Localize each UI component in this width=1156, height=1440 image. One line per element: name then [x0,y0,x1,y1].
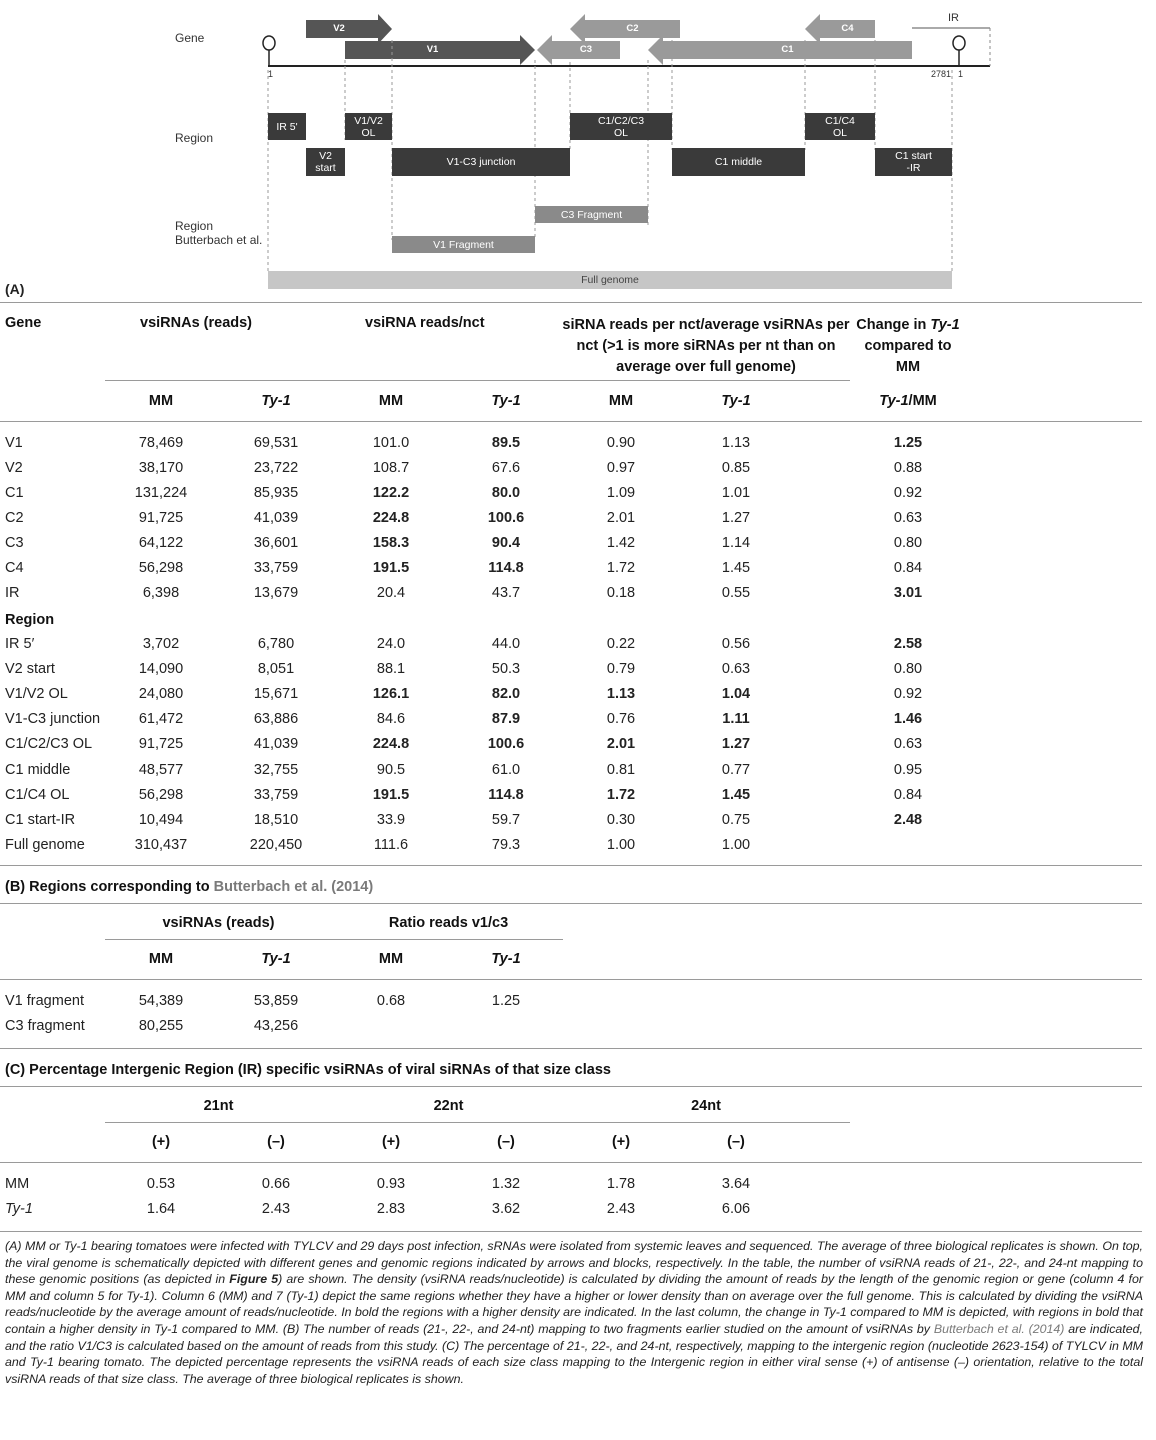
region-cell: 24.0 [376,636,406,652]
c-group-24nt: 24nt [691,1098,721,1114]
ir-label: IR [948,12,959,24]
size-class-cell: 0.53 [146,1176,176,1192]
region-cell: 44.0 [491,636,521,652]
region-row-label: Region [175,131,214,145]
col-header-change: Change in Ty-1 compared to MM [856,317,960,375]
gene-cell: 41,039 [253,510,299,526]
gene-row-label: V2 [5,460,23,476]
region-cell: 0.92 [893,686,923,703]
c-group-22nt: 22nt [433,1098,464,1114]
gene-cell: 1.01 [721,485,751,501]
gene-cell: 0.85 [721,460,751,476]
region-cell: 0.63 [721,661,751,678]
full-genome-bar: Full genome [268,271,952,289]
region-block-v2-start: V2 start [306,148,345,176]
region-cell: 0.75 [721,811,751,828]
gene-cell: 69,531 [253,435,299,451]
rule-head-bottom [0,421,1142,422]
gene-row-label: C2 [5,510,24,526]
region-cell: 0.77 [721,761,751,778]
gene-cell: 36,601 [253,535,299,551]
region-row-label: C1 start-IR [5,811,76,828]
gene-label-c4: C4 [841,23,854,34]
pos-end: 2781 [931,69,952,79]
region-cell: 111.6 [373,836,409,853]
gene-cell: 1.25 [893,435,923,451]
subhead-ty-2: Ty-1 [491,393,521,409]
c-sub-plus-1: (+) [151,1134,171,1150]
gene-cell: 3.01 [893,585,923,601]
size-class-cell: 1.64 [146,1201,176,1217]
region-section-label: Region [5,612,55,628]
size-class-cell: 1.32 [491,1176,521,1192]
pos-end-2: 1 [958,69,964,79]
region-cell: 8,051 [257,661,295,678]
gene-row-label: C4 [5,560,24,576]
size-class-cell: 6.06 [721,1201,751,1217]
gene-cell: 0.63 [893,510,923,526]
gene-cell: 114.8 [488,560,524,576]
region-row-label: C1/C4 OL [5,786,70,803]
region-cell: 0.56 [721,636,751,652]
region-cell: 1.00 [721,836,751,853]
subhead-mm-3: MM [608,393,634,409]
region-cell: 2.58 [893,636,923,652]
region-cell: 87.9 [491,711,521,728]
gene-cell: 0.90 [606,435,636,451]
region-cell: 0.30 [606,811,636,828]
region-block-v1c3-junction: V1-C3 junction [392,148,570,176]
region-cell: 310,437 [134,836,188,853]
size-class-cell: 2.43 [261,1201,291,1217]
col-header-gene: Gene [5,315,42,331]
table-c-title: (C) Percentage Intergenic Region (IR) specific vsiRNAs of viral siRNAs of that size class [5,1062,611,1078]
b-sub-ty-2: Ty-1 [491,951,521,967]
gene-cell: 0.97 [606,460,636,476]
rule-b-head-bottom [0,979,1142,980]
region-cell: 14,090 [138,661,184,678]
gene-cell: 33,759 [253,560,299,576]
gene-cell: 0.88 [893,460,923,476]
gene-cell: 191.5 [372,560,410,576]
region-cell: 59.7 [491,811,521,828]
b-header-reads: vsiRNAs (reads) [162,915,275,931]
gene-cell: 158.3 [372,535,410,551]
region-cell: 3,702 [142,636,180,652]
region-cell: 1.27 [721,736,751,753]
gene-cell: 122.2 [372,485,410,501]
rule-b-bottom [0,1048,1142,1049]
region-butterbach-label: Region Butterbach et al. [175,219,263,247]
region-cell: 126.1 [372,686,410,703]
gene-cell: 100.6 [487,510,525,526]
gene-cell: 0.18 [606,585,636,601]
region-cell: 6,780 [257,636,295,652]
region-cell: 0.84 [893,786,923,803]
gene-label-c1: C1 [781,44,794,55]
b-sub-ty-1: Ty-1 [261,951,291,967]
panel-a-label: (A) [5,281,25,297]
region-cell: 82.0 [491,686,521,703]
hairpin-icon [263,36,275,66]
region-cell: 32,755 [253,761,299,778]
region-cell: 1.04 [721,686,751,703]
region-cell: 61.0 [491,761,521,778]
region-cell: 1.11 [722,711,750,728]
size-class-cell: 1.78 [606,1176,636,1192]
region-block-c1-middle: C1 middle [672,148,805,176]
region-cell: 88.1 [376,661,406,678]
gene-cell: 0.84 [893,560,923,576]
region-cell: 33.9 [376,811,406,828]
fragment-cell: 80,255 [138,1018,184,1034]
region-cell: 100.6 [487,736,525,753]
gene-label-c2: C2 [626,23,639,34]
region-cell: 0.95 [893,761,923,778]
region-cell: 50.3 [491,661,521,678]
b-sub-mm-1: MM [148,951,174,967]
region-cell: 0.63 [893,736,923,753]
region-row-label: Full genome [5,836,85,853]
pos-start: 1 [268,69,274,79]
gene-cell: 23,722 [253,460,299,476]
fragment-row-label: C3 fragment [5,1018,85,1034]
region-cell: 191.5 [372,786,410,803]
c-sub-plus-2: (+) [381,1134,401,1150]
gene-cell: 131,224 [134,485,188,501]
gene-label-v1: V1 [426,44,439,55]
gene-row-label: Gene [175,31,205,45]
gene-cell: 91,725 [138,510,184,526]
region-cell: 91,725 [138,736,184,753]
region-cell: 0.80 [893,661,923,678]
region-block-c1start-ir: C1 start -IR [875,148,952,176]
region-cell: 63,886 [253,711,299,728]
region-cell: 2.01 [606,736,636,753]
subhead-ty-3: Ty-1 [721,393,751,409]
gene-cell: 20.4 [376,585,406,601]
region-cell: 1.72 [606,786,636,803]
rule-c-subhead [105,1122,850,1123]
gene-cell: 67.6 [491,460,521,476]
region-cell: 114.8 [488,786,524,803]
region-row-label: V1-C3 junction [5,711,101,728]
subhead-mm-1: MM [148,393,174,409]
size-class-cell: 2.43 [606,1201,636,1217]
region-cell: 10,494 [138,811,184,828]
gene-row-label: IR [5,585,20,601]
gene-cell: 38,170 [138,460,184,476]
rule-c-bottom [0,1231,1142,1232]
region-cell: 220,450 [249,836,303,853]
gene-cell: 1.14 [721,535,751,551]
size-class-cell: 0.93 [376,1176,406,1192]
gene-cell: 43.7 [491,585,521,601]
gene-cell: 64,122 [138,535,184,551]
gene-cell: 224.8 [372,510,410,526]
gene-label-c3: C3 [579,44,593,55]
region-cell: 24,080 [138,686,184,703]
fragment-cell: 1.25 [491,993,521,1009]
c-group-21nt: 21nt [203,1098,234,1114]
gene-cell: 1.13 [721,435,751,451]
figure-caption: (A) MM or Ty-1 bearing tomatoes were infected with TYLCV and 29 days post infection, sRNAs were isolated from systemic leaves and sequenced. The average of three biological replicates is shown. On top, the viral genome is schematically depicted with different genes and genomic regions indicated by arrows and blocks, respectively. In the table, the number of vsiRNA reads of 21-, 22-, and 24-nt mapping to these genomic positions (as depicted in Figure 5) are shown. The density (vsiRNA reads/nucleotide) is calculated by dividing the amount of reads by the length of the genomic region or gene (column 4 for MM and column 5 for Ty-1). Column 6 (MM) and 7 (Ty-1) depict the same regions whether they have a higher or lower density than on average over the full genome. This is calculated by dividing the vsiRNA reads/nucleotide by the average amount of reads/nucleotide. In bold the regions with a higher density are indicated. In the last column, the change in Ty-1 compared to MM is depicted, with regions in bold that contain a higher density in Ty-1 compared to MM. (B) The number of reads (21-, 22-, and 24-nt) mapping to two fragments earlier studied on the amount of vsiRNAs by Butterbach et al. (2014) are indicated, and the ratio V1/C3 is calculated based on the amount of reads from this study. (C) The percentage of 21-, 22-, and 24-nt, respectively, mapping to the intergenic region (nucleotide 2623-154) of TYLCV in MM and Ty-1 bearing tomato. The depicted percentage represents the vsiRNA reads of each size class mapping to the Intergenic region in either viral sense (+) of antisense (–) orientation, relative to the total vsiRNA reads of that size class. The average of three biological replicates is shown. [5,1239,1143,1386]
fragment-cell: 53,859 [253,993,299,1009]
region-cell: 1.45 [721,786,751,803]
gene-cell: 89.5 [491,435,521,451]
gene-cell: 1.27 [721,510,751,526]
rule-subhead [105,380,850,381]
size-class-row-label: MM [5,1176,30,1192]
gene-cell: 1.09 [606,485,636,501]
region-cell: 1.00 [606,836,636,853]
rule-a-bottom [0,865,1142,866]
rule-top [0,302,1142,303]
rule-c-head-bottom [0,1162,1142,1163]
region-cell: 79.3 [491,836,521,853]
size-class-row-label: Ty-1 [5,1201,33,1217]
region-cell: 0.76 [606,711,636,728]
gene-cell: 0.80 [893,535,923,551]
rule-b-top [0,903,1142,904]
gene-cell: 101.0 [372,435,410,451]
region-cell: 18,510 [253,811,299,828]
subhead-ty-1: Ty-1 [261,393,291,409]
region-cell: 33,759 [253,786,299,803]
region-block-c1c2c3-ol: C1/C2/C3 OL [570,113,672,140]
region-row-label: IR 5′ [5,636,35,652]
hairpin-icon [953,36,965,66]
col-header-reads: vsiRNAs (reads) [140,315,253,331]
region-cell: 15,671 [253,686,299,703]
gene-cell: 0.92 [893,485,923,501]
region-cell: 0.22 [606,636,636,652]
region-block-v1v2-ol: V1/V2 OL [345,113,392,140]
gene-row-label: C3 [5,535,24,551]
gene-cell: 85,935 [253,485,299,501]
b-sub-mm-2: MM [378,951,404,967]
b-header-ratio: Ratio reads v1/c3 [388,915,509,931]
size-class-cell: 3.64 [721,1176,751,1192]
rule-c-top [0,1086,1142,1087]
region-cell: 0.79 [606,661,636,678]
gene-cell: 78,469 [138,435,184,451]
butterbach-v1-fragment: V1 Fragment [392,236,535,253]
subhead-mm-2: MM [378,393,404,409]
fragment-cell: 43,256 [253,1018,299,1034]
region-cell: 1.46 [893,711,923,728]
col-header-per-nct: vsiRNA reads/nct [365,315,485,331]
gene-cell: 0.55 [721,585,751,601]
gene-cell: 56,298 [138,560,184,576]
size-class-cell: 2.83 [376,1201,406,1217]
fragment-cell: 54,389 [138,993,184,1009]
gene-row-label: C1 [5,485,24,501]
region-row-label: C1/C2/C3 OL [5,736,93,753]
butterbach-c3-fragment: C3 Fragment [535,206,648,223]
region-block-ir5: IR 5' [268,113,306,140]
region-cell: 48,577 [138,761,184,778]
region-cell: 41,039 [253,736,299,753]
c-sub-plus-3: (+) [611,1134,631,1150]
size-class-cell: 0.66 [261,1176,291,1192]
region-row-label: V2 start [5,661,55,678]
region-cell: 90.5 [376,761,406,778]
region-block-c1c4-ol: C1/C4 OL [805,113,875,140]
c-sub-minus-1: (–) [267,1134,285,1150]
col-header-avg: siRNA reads per nct/average vsiRNAs per nct (>1 is more siRNAs per nt than on average over full genome) [562,317,850,375]
gene-row-label: V1 [5,435,23,451]
guide-lines [268,40,952,272]
gene-cell: 13,679 [253,585,299,601]
size-class-cell: 3.62 [491,1201,521,1217]
region-cell: 1.13 [606,686,636,703]
region-cell: 2.48 [893,811,923,828]
c-sub-minus-2: (–) [497,1134,515,1150]
gene-label-v2: V2 [333,23,345,34]
rule-b-subhead [105,939,563,940]
region-row-label: V1/V2 OL [5,686,68,703]
fragment-row-label: V1 fragment [5,993,84,1009]
region-cell: 61,472 [138,711,184,728]
gene-cell: 2.01 [606,510,636,526]
gene-cell: 6,398 [142,585,180,601]
gene-cell: 1.72 [606,560,636,576]
gene-cell: 108.7 [372,460,410,476]
gene-cell: 90.4 [491,535,521,551]
gene-cell: 80.0 [491,485,521,501]
fragment-cell: 0.68 [376,993,406,1009]
region-cell: 84.6 [376,711,406,728]
c-sub-minus-3: (–) [727,1134,745,1150]
table-b-title: (B) Regions corresponding to Butterbach et al. (2014) [5,879,374,895]
gene-cell: 1.45 [721,560,751,576]
gene-cell: 1.42 [606,535,636,551]
region-row-label: C1 middle [5,761,71,778]
subhead-ratio: Ty-1/MM [879,393,937,409]
region-cell: 224.8 [372,736,410,753]
region-cell: 0.81 [606,761,636,778]
region-cell: 56,298 [138,786,184,803]
